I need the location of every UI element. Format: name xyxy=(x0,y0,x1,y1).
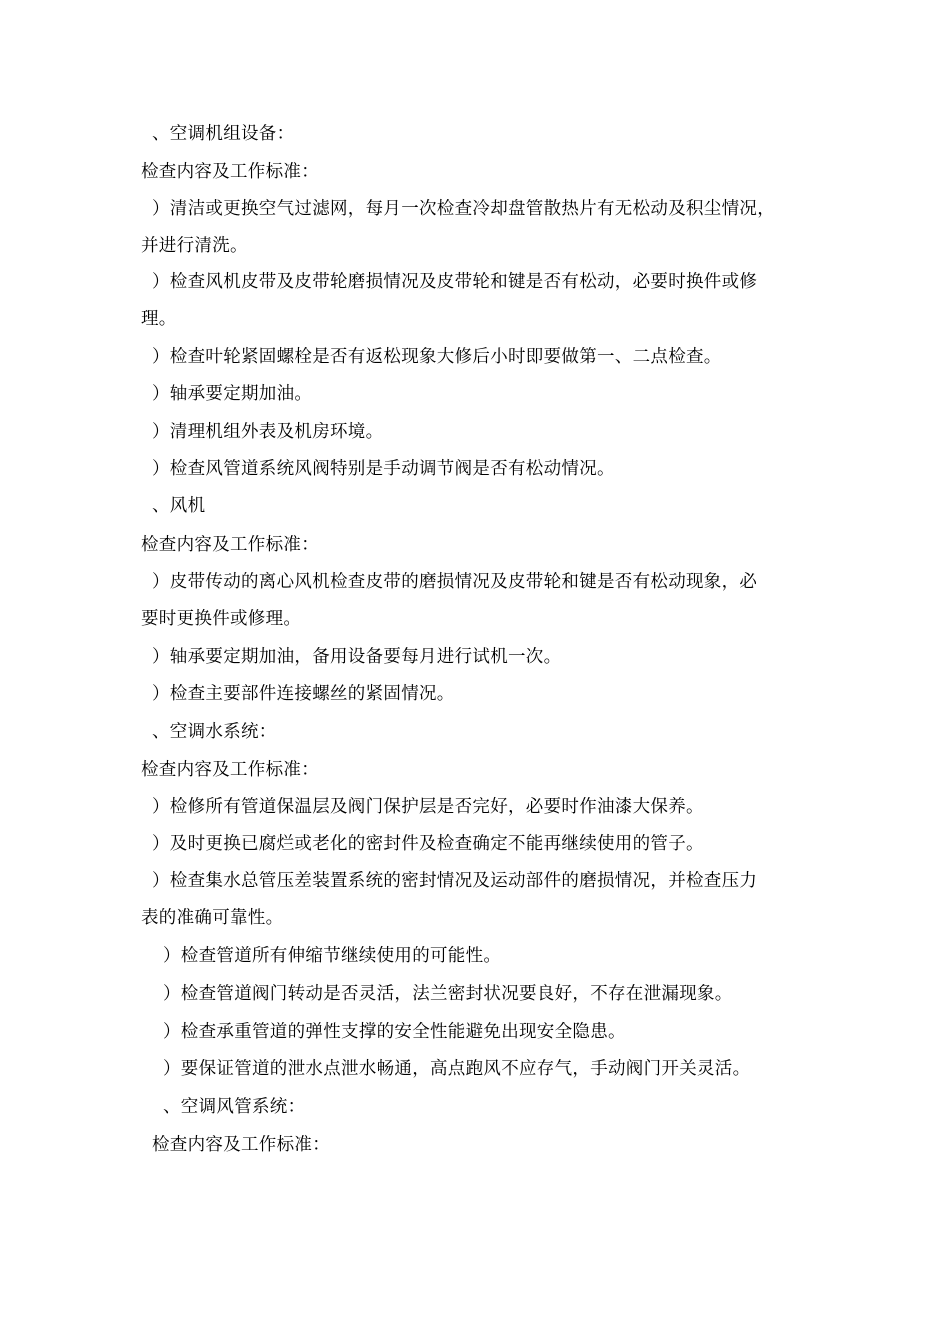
paragraph-line: ）轴承要定期加油。 xyxy=(152,384,313,404)
paragraph-line: ）检修所有管道保温层及阀门保护层是否完好，必要时作油漆大保养。 xyxy=(152,797,704,817)
paragraph-line: ）检查管道阀门转动是否灵活，法兰密封状况要良好，不存在泄漏现象。 xyxy=(163,984,733,1004)
section-heading-ahu: 、空调机组设备： xyxy=(152,124,295,144)
paragraph-line: ）及时更换已腐烂或老化的密封件及检查确定不能再继续使用的管子。 xyxy=(152,834,704,854)
section-heading-fan: 、风机 xyxy=(152,496,206,516)
paragraph-line: 理。 xyxy=(141,309,177,329)
paragraph-line: 要时更换件或修理。 xyxy=(141,609,302,629)
paragraph-line: ）皮带传动的离心风机检查皮带的磨损情况及皮带轮和键是否有松动现象，必 xyxy=(152,572,758,592)
paragraph-line: 并进行清洗。 xyxy=(141,236,248,256)
subheading-inspection-standards: 检查内容及工作标准： xyxy=(152,1135,330,1155)
paragraph-line: ）清洁或更换空气过滤网，每月一次检查冷却盘管散热片有无松动及积尘情况， xyxy=(152,199,775,219)
paragraph-line: ）检查风管道系统风阀特别是手动调节阀是否有松动情况。 xyxy=(152,459,615,479)
section-heading-water-system: 、空调水系统： xyxy=(152,722,277,742)
paragraph-line: ）检查承重管道的弹性支撑的安全性能避免出现安全隐患。 xyxy=(163,1022,626,1042)
paragraph-line: ）检查叶轮紧固螺栓是否有返松现象大修后小时即要做第一、二点检查。 xyxy=(152,347,722,367)
paragraph-line: ）检查主要部件连接螺丝的紧固情况。 xyxy=(152,684,455,704)
paragraph-line: ）轴承要定期加油，备用设备要每月进行试机一次。 xyxy=(152,647,562,667)
paragraph-line: ）检查管道所有伸缩节继续使用的可能性。 xyxy=(163,946,502,966)
subheading-inspection-standards: 检查内容及工作标准： xyxy=(141,535,319,555)
paragraph-line: ）检查风机皮带及皮带轮磨损情况及皮带轮和键是否有松动，必要时换件或修 xyxy=(152,272,758,292)
paragraph-line: 表的准确可靠性。 xyxy=(141,908,284,928)
section-heading-duct-system: 、空调风管系统： xyxy=(163,1097,306,1117)
subheading-inspection-standards: 检查内容及工作标准： xyxy=(141,162,319,182)
paragraph-line: ）要保证管道的泄水点泄水畅通，高点跑风不应存气，手动阀门开关灵活。 xyxy=(163,1059,751,1079)
subheading-inspection-standards: 检查内容及工作标准： xyxy=(141,760,319,780)
paragraph-line: ）检查集水总管压差装置系统的密封情况及运动部件的磨损情况，并检查压力 xyxy=(152,871,758,891)
paragraph-line: ）清理机组外表及机房环境。 xyxy=(152,422,384,442)
